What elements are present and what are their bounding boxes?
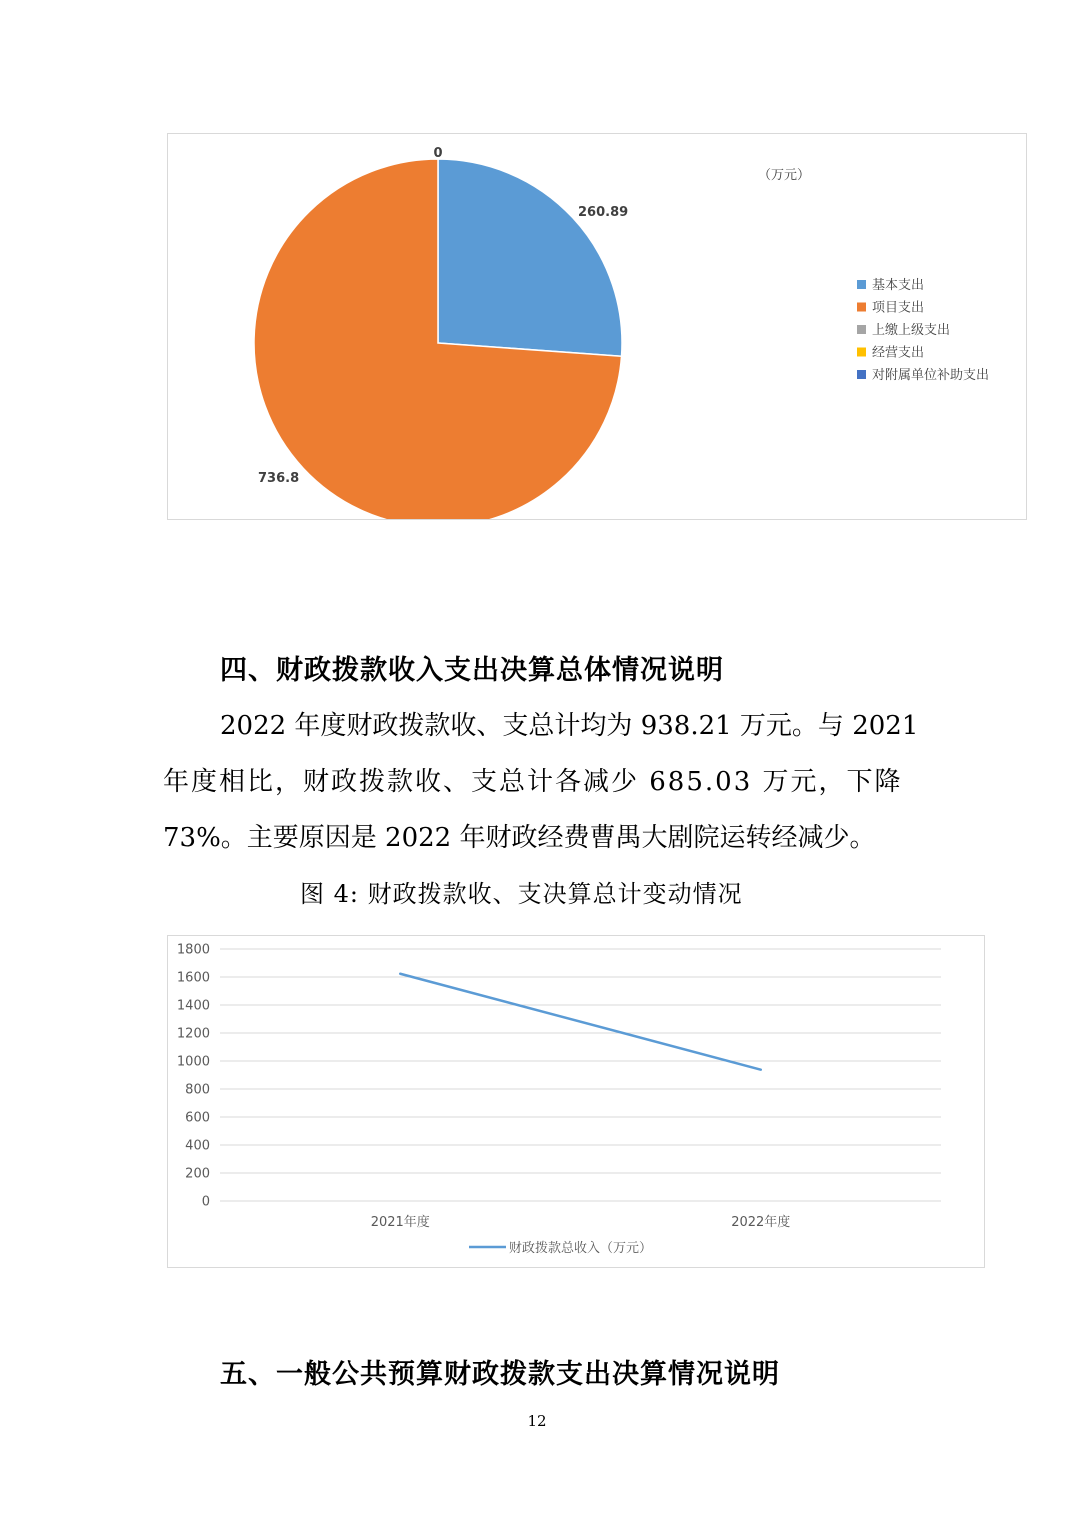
section4-heading: 四、财政拨款收入支出决算总体情况说明 [220,655,724,686]
line-chart [168,936,984,1267]
paragraph-line-3: 73%。主要原因是 2022 年财政经费曹禺大剧院运转经减少。 [163,823,876,853]
y-tick-label-1: 200 [185,1166,210,1182]
pie-legend-swatch-2 [857,325,866,334]
pie-legend-label-1: 项目支出 [872,300,925,316]
series-line-0 [400,974,761,1070]
line-chart-panel [167,935,985,1268]
y-tick-label-5: 1000 [176,1054,210,1070]
pie-legend-label-4: 对附属单位补助支出 [872,368,990,383]
y-tick-label-6: 1200 [176,1026,210,1042]
y-tick-label-4: 800 [185,1082,210,1098]
paragraph-line-1: 2022 年度财政拨款收、支总计均为 938.21 万元。与 2021 [220,711,919,741]
pie-data-label-zero: 0 [433,146,443,161]
y-tick-label-2: 400 [185,1138,210,1154]
pie-legend-swatch-0 [857,280,866,289]
y-tick-label-7: 1400 [176,998,210,1014]
line-legend-label-0: 财政拨款总收入（万元） [509,1241,653,1256]
pie-legend-swatch-1 [857,303,866,312]
pie-legend-label-2: 上缴上级支出 [872,323,951,338]
y-tick-label-9: 1800 [176,942,210,958]
pie-data-label-basic: 260.89 [578,205,629,220]
pie-data-label-project: 736.8 [258,471,300,486]
pie-legend-label-3: 经营支出 [872,345,925,361]
line-legend [469,1240,652,1256]
pie-legend-swatch-4 [857,370,866,379]
section5-heading: 五、一般公共预算财政拨款支出决算情况说明 [220,1359,780,1390]
paragraph-line-2: 年度相比，财政拨款收、支总计各减少 685.03 万元，下降 [163,767,903,797]
y-tick-label-8: 1600 [176,970,210,986]
page-number: 12 [527,1412,547,1430]
y-tick-label-0: 0 [201,1194,210,1210]
pie-chart [168,134,1026,519]
pie-legend-label-0: 基本支出 [872,278,925,293]
pie-slice-0 [438,159,622,356]
figure-caption: 图 4: 财政拨款收、支决算总计变动情况 [300,880,743,908]
pie-legend-swatch-3 [857,348,866,357]
y-tick-label-3: 600 [185,1110,210,1126]
x-tick-label-1: 2022年度 [731,1215,791,1230]
pie-unit-label: （万元） [758,168,811,183]
pie-legend [857,277,989,383]
x-tick-label-0: 2021年度 [370,1215,430,1230]
pie-chart-panel [167,133,1027,520]
